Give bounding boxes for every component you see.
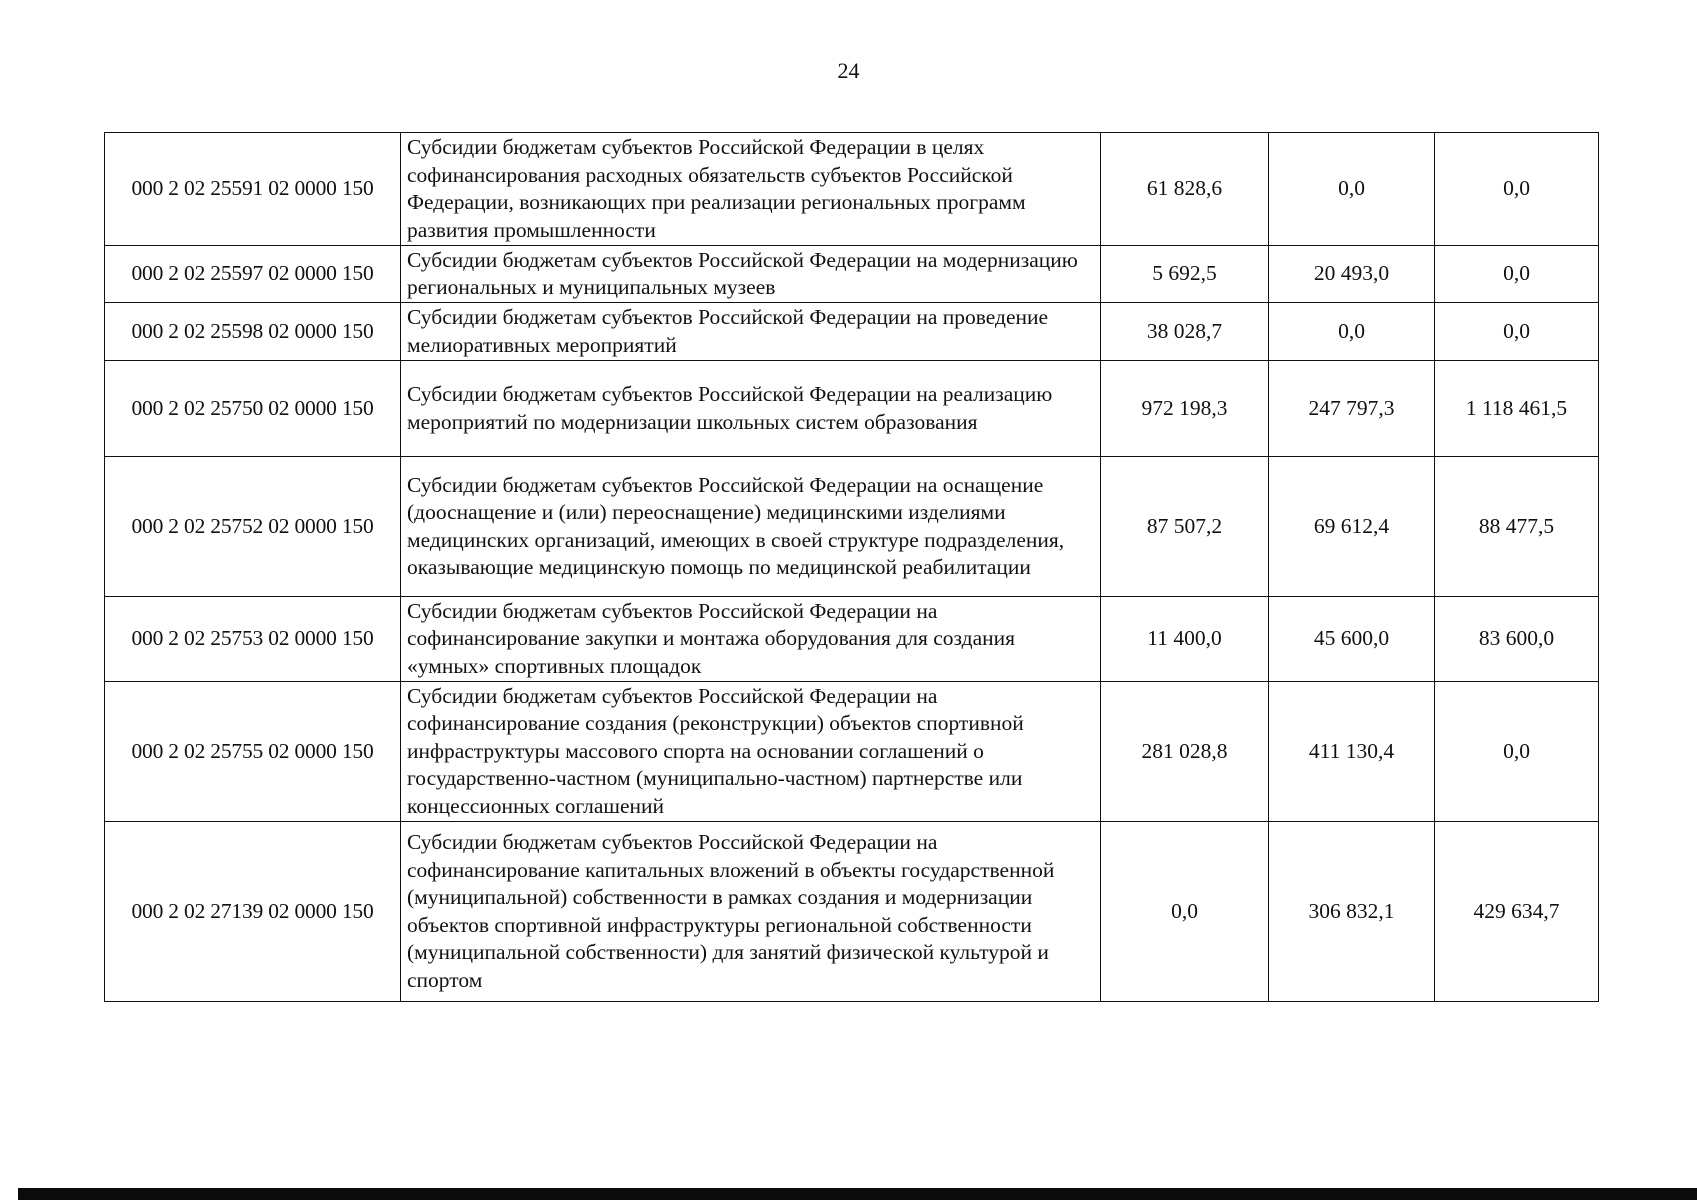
table-row [105,361,1599,457]
value-cell-3: 429 634,7 [1435,822,1599,1002]
table-row [105,246,1599,303]
value-cell-1: 61 828,6 [1101,133,1269,246]
table-row [105,303,1599,361]
value-cell-2: 0,0 [1269,303,1435,361]
scan-edge-bar [18,1188,1697,1200]
description-cell: Субсидии бюджетам субъектов Российской Федерации на реализацию мероприятий по модернизации школьных систем образования [401,361,1101,457]
budget-code-cell: 000 2 02 25752 02 0000 150 [105,457,401,597]
value-cell-2: 306 832,1 [1269,822,1435,1002]
description-cell: Субсидии бюджетам субъектов Российской Федерации на софинансирование капитальных вложений в объекты государственной (муниципальной) собственности в рамках создания и модернизации объектов спортивной инфраструктуры региональной собственности (муниципальной собственности) для занятий физической культурой и спортом [401,822,1101,1002]
value-cell-2: 247 797,3 [1269,361,1435,457]
budget-code-cell: 000 2 02 25597 02 0000 150 [105,246,401,303]
value-cell-2: 0,0 [1269,133,1435,246]
table-row [105,682,1599,822]
budget-code-cell: 000 2 02 25598 02 0000 150 [105,303,401,361]
value-cell-1: 281 028,8 [1101,682,1269,822]
description-cell: Субсидии бюджетам субъектов Российской Федерации на проведение мелиоративных мероприятий [401,303,1101,361]
value-cell-3: 1 118 461,5 [1435,361,1599,457]
value-cell-2: 45 600,0 [1269,597,1435,682]
value-cell-2: 20 493,0 [1269,246,1435,303]
table-row [105,457,1599,597]
description-cell: Субсидии бюджетам субъектов Российской Федерации на оснащение (дооснащение и (или) переоснащение) медицинскими изделиями медицинских организаций, имеющих в своей структуре подразделения, оказывающие медицинскую помощь по медицинской реабилитации [401,457,1101,597]
value-cell-3: 88 477,5 [1435,457,1599,597]
value-cell-1: 38 028,7 [1101,303,1269,361]
description-cell: Субсидии бюджетам субъектов Российской Федерации на софинансирование создания (реконструкции) объектов спортивной инфраструктуры массового спорта на основании соглашений о государственно-частном (муниципально-частном) партнерстве или концессионных соглашений [401,682,1101,822]
budget-code-cell: 000 2 02 25753 02 0000 150 [105,597,401,682]
description-cell: Субсидии бюджетам субъектов Российской Федерации в целях софинансирования расходных обязательств субъектов Российской Федерации, возникающих при реализации региональных программ развития промышленности [401,133,1101,246]
table-row [105,822,1599,1002]
value-cell-2: 411 130,4 [1269,682,1435,822]
value-cell-3: 0,0 [1435,246,1599,303]
budget-code-cell: 000 2 02 25591 02 0000 150 [105,133,401,246]
budget-code-cell: 000 2 02 25755 02 0000 150 [105,682,401,822]
value-cell-1: 972 198,3 [1101,361,1269,457]
description-cell: Субсидии бюджетам субъектов Российской Федерации на софинансирование закупки и монтажа оборудования для создания «умных» спортивных площадок [401,597,1101,682]
value-cell-1: 11 400,0 [1101,597,1269,682]
value-cell-3: 83 600,0 [1435,597,1599,682]
value-cell-3: 0,0 [1435,682,1599,822]
value-cell-3: 0,0 [1435,133,1599,246]
budget-table [104,132,1599,1002]
budget-code-cell: 000 2 02 27139 02 0000 150 [105,822,401,1002]
value-cell-1: 0,0 [1101,822,1269,1002]
table-row [105,133,1599,246]
value-cell-1: 87 507,2 [1101,457,1269,597]
value-cell-1: 5 692,5 [1101,246,1269,303]
table-row [105,597,1599,682]
description-cell: Субсидии бюджетам субъектов Российской Федерации на модернизацию региональных и муниципальных музеев [401,246,1101,303]
budget-code-cell: 000 2 02 25750 02 0000 150 [105,361,401,457]
value-cell-3: 0,0 [1435,303,1599,361]
page-number: 24 [837,58,860,83]
value-cell-2: 69 612,4 [1269,457,1435,597]
